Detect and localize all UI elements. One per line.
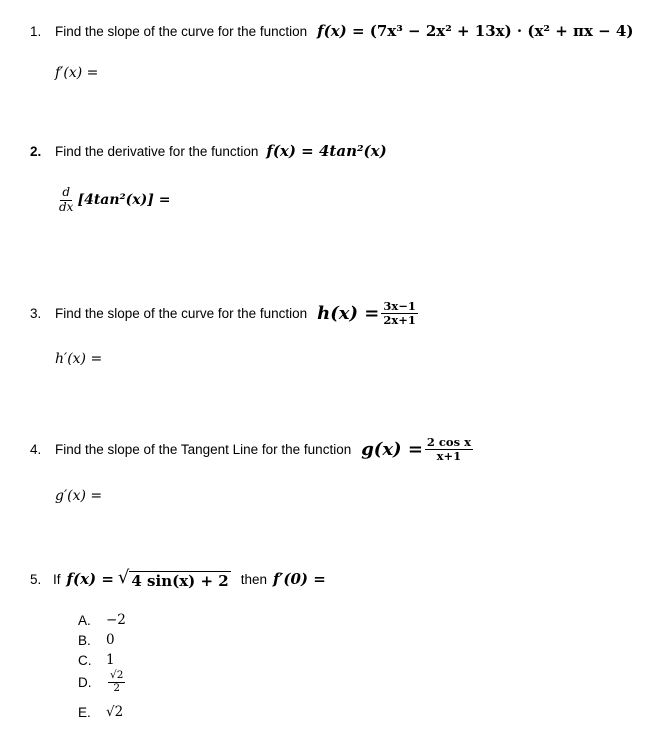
question-4	[30, 430, 475, 468]
question-number: 5.	[30, 571, 42, 587]
answer-line-2	[55, 180, 171, 220]
function-lhs: f(x) =	[66, 570, 114, 588]
question-prompt: Find the slope of the Tangent Line for the function	[55, 441, 352, 457]
question-2	[30, 140, 387, 162]
question-5	[30, 566, 326, 592]
function-definition: f(x) = (7x³ − 2x² + 13x) · (x² + πx − 4)	[317, 22, 634, 40]
derivative-operator: $\frac{d}{dx}$	[59, 185, 74, 214]
choice-d-fraction: $\frac{√2}{2}$	[110, 669, 124, 694]
question-1	[30, 20, 633, 42]
function-fraction: $\frac{\text{2 cos x}}{x+1}$	[426, 434, 471, 463]
question-3	[30, 294, 420, 332]
function-lhs: h(x) =	[317, 302, 380, 324]
question-prompt: Find the slope of the curve for the function	[55, 23, 308, 39]
answer-line-4: g′(x) =	[55, 488, 103, 504]
question-prompt-if: If	[53, 571, 61, 587]
question-prompt: Find the slope of the curve for the function	[55, 305, 308, 321]
question-number: 1.	[30, 23, 42, 39]
function-definition: f(x) = 4tan²(x)	[266, 142, 387, 160]
question-number: 3.	[30, 305, 42, 321]
target-expression: f′(0) =	[272, 570, 326, 588]
question-then: then	[240, 571, 267, 587]
question-number: 2.	[30, 143, 42, 159]
function-fraction: $\frac{3x-1}{2x+1}$	[383, 298, 416, 327]
answer-line-1: f′(x) =	[55, 65, 99, 81]
derivative-expression: [4tan²(x)] =	[77, 192, 171, 208]
choice-a[interactable]: A. −2	[78, 612, 126, 628]
square-root: √ 4 sin(x) + 2	[117, 566, 229, 590]
choice-b[interactable]: B. 0	[78, 632, 115, 648]
answer-line-3: h′(x) =	[55, 351, 103, 367]
choice-d[interactable]: D. $\frac{√2}{2}$	[78, 669, 124, 694]
choice-c[interactable]: C. 1	[78, 652, 115, 668]
function-lhs: g(x) =	[361, 438, 423, 460]
question-number: 4.	[30, 441, 42, 457]
question-prompt: Find the derivative for the function	[55, 143, 259, 159]
choice-e[interactable]: E. √2	[78, 704, 124, 720]
